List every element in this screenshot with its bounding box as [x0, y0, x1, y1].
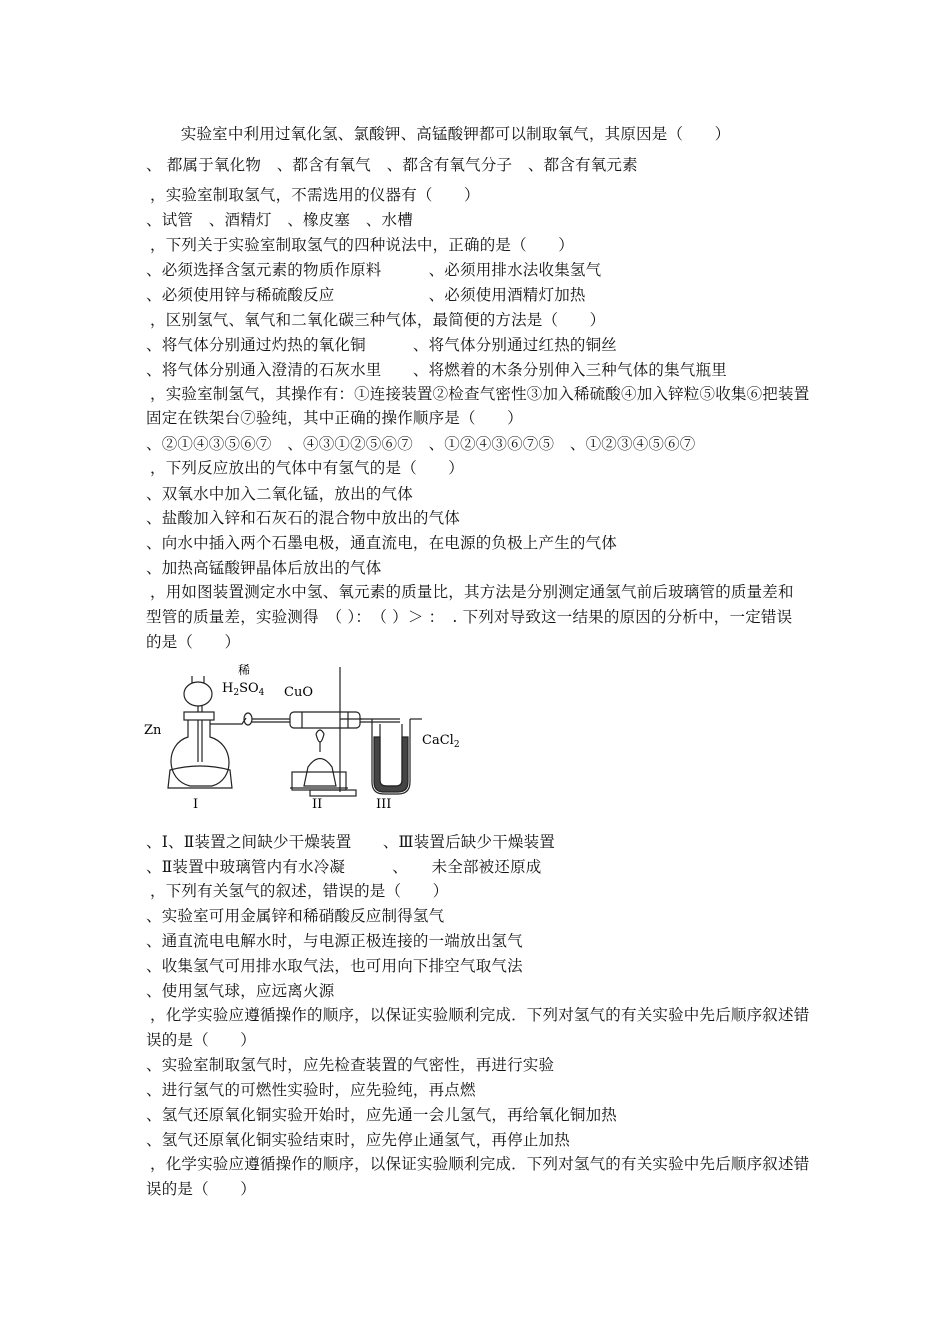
text-line: ，化学实验应遵循操作的顺序，以保证实验顺利完成．下列对氢气的有关实验中先后顺序叙述错: [150, 1006, 810, 1024]
text-line: ，实验室制氢气，其操作有：①连接装置②检查气密性③加入稀硫酸④加入锌粒⑤收集⑥把装置: [150, 385, 810, 403]
text-line: 固定在铁架台⑦验纯，其中正确的操作顺序是（ ）: [146, 409, 523, 427]
text-line: 、氢气还原氧化铜实验结束时，应先停止通氢气，再停止加热: [146, 1131, 570, 1149]
label-ii: II: [312, 797, 323, 812]
text-line: 、实验室可用金属锌和稀硝酸反应制得氢气: [146, 907, 445, 925]
label-i: I: [193, 797, 199, 812]
cacl2-fill: [374, 737, 408, 792]
lamp-stand: [292, 772, 346, 790]
text-line: 、加热高锰酸钾晶体后放出的气体: [146, 559, 382, 577]
label-cuo: CuO: [284, 685, 313, 700]
flask: [171, 717, 229, 786]
text-line: 误的是（ ）: [146, 1180, 256, 1198]
text-line: 、将气体分别通过灼热的氧化铜 、将气体分别通过红热的铜丝: [146, 336, 618, 354]
text-line: ，用如图装置测定水中氢、氧元素的质量比，其方法是分别测定通氢气前后玻璃管的质量差和: [150, 583, 794, 601]
text-line: ，下列反应放出的气体中有氢气的是（ ）: [150, 459, 465, 477]
text-line: 、进行氢气的可燃性实验时，应先验纯，再点燃: [146, 1081, 476, 1099]
funnel-bulb: [184, 682, 212, 706]
label-iii: III: [376, 797, 392, 812]
text-line: 、收集氢气可用排水取气法，也可用向下排空气取气法: [146, 957, 523, 975]
text-line: 、必须使用锌与稀硫酸反应 、必须使用酒精灯加热: [146, 286, 586, 304]
text-line: ，区别氢气、氧气和二氧化碳三种气体，最简便的方法是（ ）: [150, 311, 606, 329]
text-line: 误的是（ ）: [146, 1031, 256, 1049]
text-line: 的是（ ）: [146, 633, 241, 651]
text-line: ，下列关于实验室制取氢气的四种说法中，正确的是（ ）: [150, 236, 574, 254]
text-line: 、Ⅱ装置中玻璃管内有水冷凝 、 未全部被还原成: [146, 858, 542, 876]
text-line: ，化学实验应遵循操作的顺序，以保证实验顺利完成．下列对氢气的有关实验中先后顺序叙述错: [150, 1155, 810, 1173]
text-line: 、盐酸加入锌和石灰石的混合物中放出的气体: [146, 509, 461, 527]
text-line: 、使用氢气球，应远离火源: [146, 982, 335, 1000]
text-line: ，实验室制取氢气，不需选用的仪器有（ ）: [150, 186, 480, 204]
text-line: 、双氧水中加入二氧化锰，放出的气体: [146, 485, 413, 503]
text-line: 、试管 、酒精灯 、橡皮塞 、水槽: [146, 211, 413, 229]
text-line: 、氢气还原氧化铜实验开始时，应先通一会儿氢气，再给氧化铜加热: [146, 1106, 618, 1124]
text-line: 、通直流电电解水时，与电源正极连接的一端放出氢气: [146, 932, 523, 950]
apparatus-figure: [140, 662, 460, 812]
text-line: 型管的质量差，实验测得 （ ）： （ ）＞ ： . 下列对导致这一结果的原因的分析中，一定错误: [146, 608, 793, 626]
delivery-tube: [210, 718, 246, 724]
text-line: 、向水中插入两个石墨电极，通直流电，在电源的负极上产生的气体: [146, 534, 618, 552]
text-line: ，下列有关氢气的叙述，错误的是（ ）: [150, 882, 449, 900]
text-line: 、将气体分别通入澄清的石灰水里 、将燃着的木条分别伸入三种气体的集气瓶里: [146, 361, 727, 379]
combustion-tube: [290, 712, 360, 728]
flask-base: [168, 766, 232, 788]
label-h2so4: $H_2SO_4$: [222, 681, 265, 698]
text-line: 、 都属于氧化物 、都含有氧气 、都含有氧气分子 、都含有氧元素: [146, 156, 638, 174]
text-line: 、Ⅰ、Ⅱ装置之间缺少干燥装置 、Ⅲ装置后缺少干燥装置: [146, 833, 556, 851]
apparatus-diagram: [140, 662, 460, 812]
text-line: 、实验室制取氢气时，应先检查装置的气密性，再进行实验: [146, 1056, 555, 1074]
iron-stand-base: [310, 790, 356, 796]
text-line: 实验室中利用过氧化氢、氯酸钾、高锰酸钾都可以制取氧气，其原因是（ ）: [150, 125, 731, 143]
text-line: 、必须选择含氢元素的物质作原料 、必须用排水法收集氢气: [146, 261, 602, 279]
label-dilute: 稀: [238, 663, 251, 677]
text-line: 、②①④③⑤⑥⑦ 、④③①②⑤⑥⑦ 、①②④③⑥⑦⑤ 、①②③④⑤⑥⑦: [146, 435, 696, 453]
label-cacl2: CaCl$_2$: [422, 733, 460, 750]
label-zn: Zn: [144, 723, 162, 738]
